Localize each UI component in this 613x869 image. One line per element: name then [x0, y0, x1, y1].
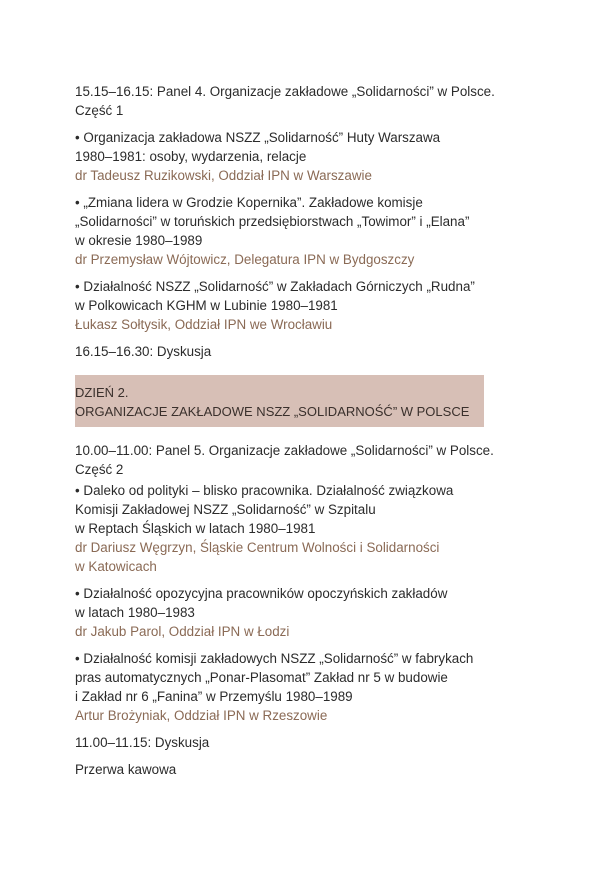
- talk-title-line: pras automatycznych „Ponar-Plasomat” Zakład nr 5 w budowie: [75, 670, 448, 685]
- talk-author: dr Jakub Parol, Oddział IPN w Łodzi: [75, 624, 290, 639]
- panel-5-heading: [75, 441, 545, 479]
- talk-title-line: w Polkowicach KGHM w Lubinie 1980–1981: [75, 298, 338, 313]
- talk-item: [75, 193, 545, 269]
- panel-5-title: 10.00–11.00: Panel 5. Organizacje zakładowe „Solidarności” w Polsce.: [75, 443, 494, 458]
- talk-item: [75, 277, 545, 334]
- talk-title-line: • Daleko od polityki – blisko pracownika. Działalność związkowa: [75, 483, 454, 498]
- talk-title-line: „Solidarności” w toruńskich przedsiębiorstwach „Towimor” i „Elana”: [75, 214, 470, 229]
- talk-item: [75, 128, 545, 185]
- talk-title-line: • „Zmiana lidera w Grodzie Kopernika”. Zakładowe komisje: [75, 195, 423, 210]
- program-content: [75, 82, 545, 779]
- panel-4-heading: [75, 82, 545, 120]
- talk-title-line: • Działalność opozycyjna pracowników opoczyńskich zakładów: [75, 586, 448, 601]
- talk-author: Artur Brożyniak, Oddział IPN w Rzeszowie: [75, 708, 328, 723]
- talk-title-line: i Zakład nr 6 „Fanina” w Przemyślu 1980–1989: [75, 689, 353, 704]
- panel-4-title: 15.15–16.15: Panel 4. Organizacje zakładowe „Solidarności” w Polsce.: [75, 84, 495, 99]
- talk-author: w Katowicach: [75, 559, 157, 574]
- talk-item: [75, 481, 545, 576]
- talk-item: [75, 649, 545, 725]
- talk-title-line: w latach 1980–1983: [75, 605, 195, 620]
- panel-4-part: Część 1: [75, 103, 124, 118]
- panel-4-discussion: 16.15–16.30: Dyskusja: [75, 344, 212, 359]
- talk-author: dr Przemysław Wójtowicz, Delegatura IPN w Bydgoszczy: [75, 252, 415, 267]
- coffee-break: Przerwa kawowa: [75, 762, 177, 777]
- panel-5-part: Część 2: [75, 462, 124, 477]
- talk-author: dr Tadeusz Ruzikowski, Oddział IPN w Warszawie: [75, 168, 372, 183]
- talk-title-line: • Organizacja zakładowa NSZZ „Solidarność” Huty Warszawa: [75, 130, 441, 145]
- talk-title-line: 1980–1981: osoby, wydarzenia, relacje: [75, 149, 307, 164]
- talk-author: dr Dariusz Węgrzyn, Śląskie Centrum Wolności i Solidarności: [75, 540, 440, 555]
- talk-item: [75, 584, 545, 641]
- panel-5-discussion: 11.00–11.15: Dyskusja: [75, 735, 210, 750]
- talk-title-line: Komisji Zakładowej NSZZ „Solidarność” w Szpitalu: [75, 502, 376, 517]
- talk-title-line: • Działalność komisji zakładowych NSZZ „Solidarność” w fabrykach: [75, 651, 474, 666]
- talk-title-line: • Działalność NSZZ „Solidarność” w Zakładach Górniczych „Rudna”: [75, 279, 475, 294]
- talk-title-line: w okresie 1980–1989: [75, 233, 203, 248]
- talk-title-line: w Reptach Śląskich w latach 1980–1981: [75, 521, 316, 536]
- day-2-banner: [75, 375, 484, 427]
- talk-author: Łukasz Sołtysik, Oddział IPN we Wrocławiu: [75, 317, 333, 332]
- day-2-label: DZIEŃ 2.: [75, 385, 129, 400]
- day-2-theme: ORGANIZACJE ZAKŁADOWE NSZZ „SOLIDARNOŚĆ” W POLSCE: [75, 404, 470, 419]
